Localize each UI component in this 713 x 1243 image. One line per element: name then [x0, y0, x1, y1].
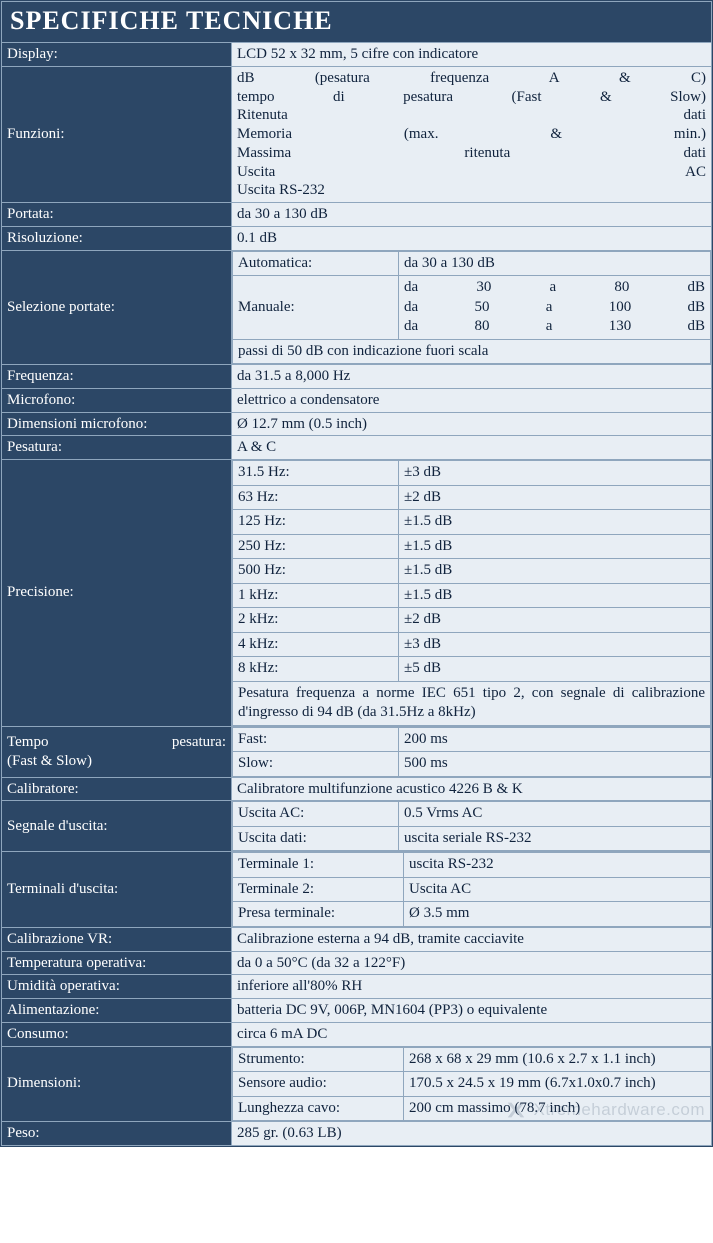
range-manual-line-1: da 30 a 80 dB: [404, 279, 705, 295]
table-row: [2, 436, 712, 460]
row-label-pesatura: Pesatura:: [2, 436, 232, 460]
row-value-dimensioni: [232, 1046, 712, 1122]
table-row: [2, 460, 712, 727]
accuracy-freq-5: 1 kHz:: [233, 583, 399, 608]
funzioni-line-7: Uscita RS-232: [237, 182, 325, 199]
table-row: [2, 1022, 712, 1046]
page-title: [1, 1, 712, 42]
row-value-temperatura: da 0 a 50°C (da 32 a 122°F): [232, 951, 712, 975]
funzioni-line-4: Memoria (max. & min.): [237, 126, 706, 142]
accuracy-tol-8: ±5 dB: [399, 657, 711, 682]
row-label-display: Display:: [2, 43, 232, 67]
table-row: [233, 681, 711, 725]
accuracy-freq-4: 500 Hz:: [233, 559, 399, 584]
row-value-microfono: elettrico a condensatore: [232, 388, 712, 412]
accuracy-freq-0: 31.5 Hz:: [233, 461, 399, 486]
row-label-risoluzione: Risoluzione:: [2, 226, 232, 250]
row-value-tempo-pesatura: [232, 726, 712, 777]
output-signal-table: [232, 801, 711, 851]
weighting-slow-value: 500 ms: [399, 752, 711, 777]
range-steps-note: passi di 50 dB con indicazione fuori scala: [233, 339, 711, 364]
row-value-portata: da 30 a 130 dB: [232, 203, 712, 227]
accuracy-note: Pesatura frequenza a norme IEC 651 tipo 2, con segnale di calibrazione d'ingresso di 94 dB (da 31.5Hz a 8kHz): [233, 681, 711, 725]
accuracy-freq-2: 125 Hz:: [233, 510, 399, 535]
table-row: [233, 657, 711, 682]
accuracy-tol-2: ±1.5 dB: [399, 510, 711, 535]
row-label-frequenza: Frequenza:: [2, 365, 232, 389]
accuracy-freq-8: 8 kHz:: [233, 657, 399, 682]
row-value-alimentazione: batteria DC 9V, 006P, MN1604 (PP3) o equivalente: [232, 999, 712, 1023]
row-value-calibratore: Calibratore multifunzione acustico 4226 B & K: [232, 777, 712, 801]
table-row: [2, 43, 712, 67]
output-signal-value-1: uscita seriale RS-232: [399, 826, 711, 851]
output-signal-value-0: 0.5 Vrms AC: [399, 802, 711, 827]
row-label-portata: Portata:: [2, 203, 232, 227]
row-label-umidita: Umidità operativa:: [2, 975, 232, 999]
table-row: [233, 276, 711, 340]
table-row: [233, 632, 711, 657]
row-value-dimensioni-microfono: Ø 12.7 mm (0.5 inch): [232, 412, 712, 436]
range-auto-label: Automatica:: [233, 251, 399, 276]
row-label-precisione: Precisione:: [2, 460, 232, 727]
terminal-value-2: Ø 3.5 mm: [404, 902, 711, 927]
table-row: [233, 752, 711, 777]
row-label-calibratore: Calibratore:: [2, 777, 232, 801]
accuracy-freq-7: 4 kHz:: [233, 632, 399, 657]
row-value-pesatura: A & C: [232, 436, 712, 460]
accuracy-freq-6: 2 kHz:: [233, 608, 399, 633]
table-row: [233, 339, 711, 364]
table-row: [233, 902, 711, 927]
tempo-pesatura-line-1: Tempo pesatura:: [7, 733, 226, 750]
funzioni-line-2: tempo di pesatura (Fast & Slow): [237, 88, 706, 105]
output-signal-key-0: Uscita AC:: [233, 802, 399, 827]
table-row: [2, 726, 712, 777]
row-value-segnale-uscita: [232, 801, 712, 852]
table-row: [2, 999, 712, 1023]
row-label-calibrazione-vr: Calibrazione VR:: [2, 927, 232, 951]
range-auto-value: da 30 a 130 dB: [399, 251, 711, 276]
terminal-value-0: uscita RS-232: [404, 853, 711, 878]
range-manual-line-3: da 80 a 130 dB: [404, 318, 705, 334]
funzioni-line-6: Uscita AC: [237, 163, 706, 180]
accuracy-tol-6: ±2 dB: [399, 608, 711, 633]
table-row: [2, 388, 712, 412]
row-label-segnale-uscita: Segnale d'uscita:: [2, 801, 232, 852]
row-label-selezione-portate: Selezione portate:: [2, 250, 232, 365]
table-row: [233, 727, 711, 752]
row-value-funzioni: [232, 66, 712, 202]
table-row: [233, 534, 711, 559]
terminal-value-1: Uscita AC: [404, 877, 711, 902]
table-row: [233, 826, 711, 851]
accuracy-tol-0: ±3 dB: [399, 461, 711, 486]
table-row: [233, 1047, 711, 1072]
dimensions-value-1: 170.5 x 24.5 x 19 mm (6.7x1.0x0.7 inch): [404, 1072, 711, 1097]
weighting-fast-label: Fast:: [233, 727, 399, 752]
accuracy-freq-1: 63 Hz:: [233, 485, 399, 510]
watermark-text: Xtremehardware.com: [533, 1099, 705, 1119]
table-row: [2, 927, 712, 951]
table-row: [2, 975, 712, 999]
row-value-calibrazione-vr: Calibrazione esterna a 94 dB, tramite cacciavite: [232, 927, 712, 951]
table-row: [233, 461, 711, 486]
table-row: [2, 951, 712, 975]
weighting-time-table: [232, 727, 711, 777]
row-label-dimensioni-microfono: Dimensioni microfono:: [2, 412, 232, 436]
page-title-text: SPECIFICHE TECNICHE: [10, 6, 333, 35]
row-value-selezione-portate: [232, 250, 712, 365]
dimensions-value-0: 268 x 68 x 29 mm (10.6 x 2.7 x 1.1 inch): [404, 1047, 711, 1072]
row-value-precisione: [232, 460, 712, 727]
accuracy-table: [232, 460, 711, 726]
accuracy-tol-7: ±3 dB: [399, 632, 711, 657]
table-row: [2, 412, 712, 436]
row-label-dimensioni: Dimensioni:: [2, 1046, 232, 1122]
dimensions-key-2: Lunghezza cavo:: [233, 1096, 404, 1121]
table-row: [233, 802, 711, 827]
output-signal-key-1: Uscita dati:: [233, 826, 399, 851]
funzioni-line-1: dB (pesatura frequenza A & C): [237, 69, 706, 86]
accuracy-tol-5: ±1.5 dB: [399, 583, 711, 608]
range-manual-values: [399, 276, 711, 340]
terminal-key-0: Terminale 1:: [233, 853, 404, 878]
accuracy-tol-4: ±1.5 dB: [399, 559, 711, 584]
table-row: [233, 1072, 711, 1097]
row-label-peso: Peso:: [2, 1122, 232, 1146]
terminal-key-2: Presa terminale:: [233, 902, 404, 927]
table-row: [2, 66, 712, 202]
range-manual-label: Manuale:: [233, 276, 399, 340]
specifications-table: [1, 42, 712, 1146]
weighting-fast-value: 200 ms: [399, 727, 711, 752]
funzioni-line-3: Ritenuta dati: [237, 107, 706, 124]
table-row: [233, 877, 711, 902]
accuracy-tol-1: ±2 dB: [399, 485, 711, 510]
row-value-frequenza: da 31.5 a 8,000 Hz: [232, 365, 712, 389]
table-row: [2, 250, 712, 365]
row-value-display: LCD 52 x 32 mm, 5 cifre con indicatore: [232, 43, 712, 67]
table-row: [233, 251, 711, 276]
row-value-risoluzione: 0.1 dB: [232, 226, 712, 250]
terminal-key-1: Terminale 2:: [233, 877, 404, 902]
accuracy-freq-3: 250 Hz:: [233, 534, 399, 559]
row-value-umidita: inferiore all'80% RH: [232, 975, 712, 999]
dimensions-table: [232, 1047, 711, 1122]
row-label-temperatura: Temperatura operativa:: [2, 951, 232, 975]
table-row: [233, 510, 711, 535]
row-value-consumo: circa 6 mA DC: [232, 1022, 712, 1046]
dimensions-key-0: Strumento:: [233, 1047, 404, 1072]
table-row: [2, 801, 712, 852]
row-label-tempo-pesatura: [2, 726, 232, 777]
table-row: [233, 1096, 711, 1121]
row-value-terminali-uscita: [232, 852, 712, 928]
row-label-funzioni: Funzioni:: [2, 66, 232, 202]
table-row: [233, 853, 711, 878]
row-label-consumo: Consumo:: [2, 1022, 232, 1046]
table-row: [2, 203, 712, 227]
range-manual-line-2: da 50 a 100 dB: [404, 298, 705, 315]
table-row: [233, 583, 711, 608]
funzioni-line-5: Massima ritenuta dati: [237, 144, 706, 161]
table-row: [2, 1122, 712, 1146]
row-label-terminali-uscita: Terminali d'uscita:: [2, 852, 232, 928]
tempo-pesatura-line-2: (Fast & Slow): [7, 752, 93, 769]
row-label-alimentazione: Alimentazione:: [2, 999, 232, 1023]
table-row: [233, 485, 711, 510]
weighting-slow-label: Slow:: [233, 752, 399, 777]
table-row: [2, 226, 712, 250]
table-row: [2, 1046, 712, 1122]
table-row: [2, 852, 712, 928]
table-row: [2, 365, 712, 389]
table-row: [233, 608, 711, 633]
output-terminals-table: [232, 852, 711, 927]
table-row: [2, 777, 712, 801]
accuracy-tol-3: ±1.5 dB: [399, 534, 711, 559]
dimensions-key-1: Sensore audio:: [233, 1072, 404, 1097]
table-row: [233, 559, 711, 584]
range-selection-table: [232, 251, 711, 365]
dimensions-value-2: 200 cm massimo (78.7 inch): [404, 1096, 711, 1121]
row-value-peso: 285 gr. (0.63 LB): [232, 1122, 712, 1146]
row-label-microfono: Microfono:: [2, 388, 232, 412]
